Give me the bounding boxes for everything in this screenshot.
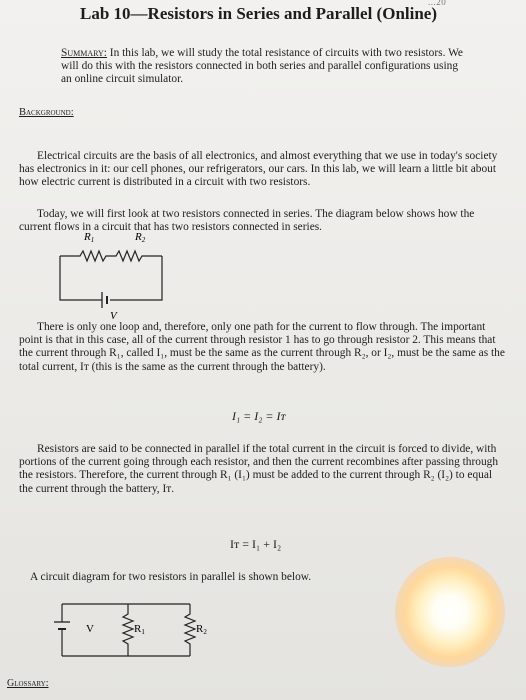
- parallel-battery-label: V: [86, 623, 94, 635]
- summary-text: In this lab, we will study the total resistance of circuits with two resistors. We will do this with the resistors connected in both series and parallel configurations using an online circuit simulator.: [61, 47, 463, 86]
- paragraph-series-explanation: There is only one loop and, therefore, only one path for the current to flow through. The important point is that in this case, all of the current through resistor 1 has to go through resistor 2. This means that the current through R₁, called I₁, must be the same as the current through R₂, or I₂, must be the same as the total current, Iᴛ (this is the same as the current through the battery).: [19, 321, 505, 373]
- parallel-r2-zigzag: [185, 604, 195, 656]
- background-heading: Background:: [19, 107, 74, 118]
- parallel-circuit-diagram: [50, 598, 220, 662]
- series-r1-label: R1: [84, 231, 95, 244]
- equation-parallel-current: Iᴛ = I₁ + I₂: [230, 537, 282, 551]
- equation-series-current: I₁ = I₂ = Iᴛ: [232, 409, 286, 423]
- page-title: Lab 10—Resistors in Series and Parallel (Online): [80, 4, 437, 23]
- parallel-r1-label: R1: [134, 623, 145, 636]
- paragraph-series: Today, we will first look at two resistors connected in series. The diagram below shows how the current flows in a circuit that has two resistors connected in series.: [19, 208, 475, 234]
- series-circuit-diagram: [50, 228, 190, 320]
- light-glare: [395, 557, 505, 667]
- summary-label: Summary:: [61, 47, 107, 59]
- series-battery-label: V: [110, 310, 117, 320]
- series-wire-top: [60, 251, 162, 261]
- summary-block: [61, 47, 471, 87]
- series-wire-loop: [60, 256, 102, 300]
- header-scrap: ...20: [428, 0, 447, 7]
- paragraph-intro: Electrical circuits are the basis of all electronics, and almost everything that we use in today's society has electronics in it: our cell phones, our refrigerators, our cars. In this lab, we will learn a little bit about how electric current is distributed in a circuit with two resistors.: [19, 150, 498, 189]
- parallel-r1-zigzag: [123, 604, 133, 656]
- series-r2-label: R2: [135, 231, 146, 244]
- parallel-r2-label: R2: [196, 623, 207, 636]
- paragraph-parallel-diagram: A circuit diagram for two resistors in parallel is shown below.: [30, 571, 312, 583]
- paragraph-parallel: Resistors are said to be connected in parallel if the total current in the circuit is forced to divide, with portions of the current going through each resistor, and then the current recombines after passing through the resistors. Therefore, the current through R₁ (I₁) must be added to the current through R₂ (I₂) to equal the current through the battery, Iᴛ.: [19, 443, 499, 495]
- glossary-heading: Glossary:: [7, 678, 49, 689]
